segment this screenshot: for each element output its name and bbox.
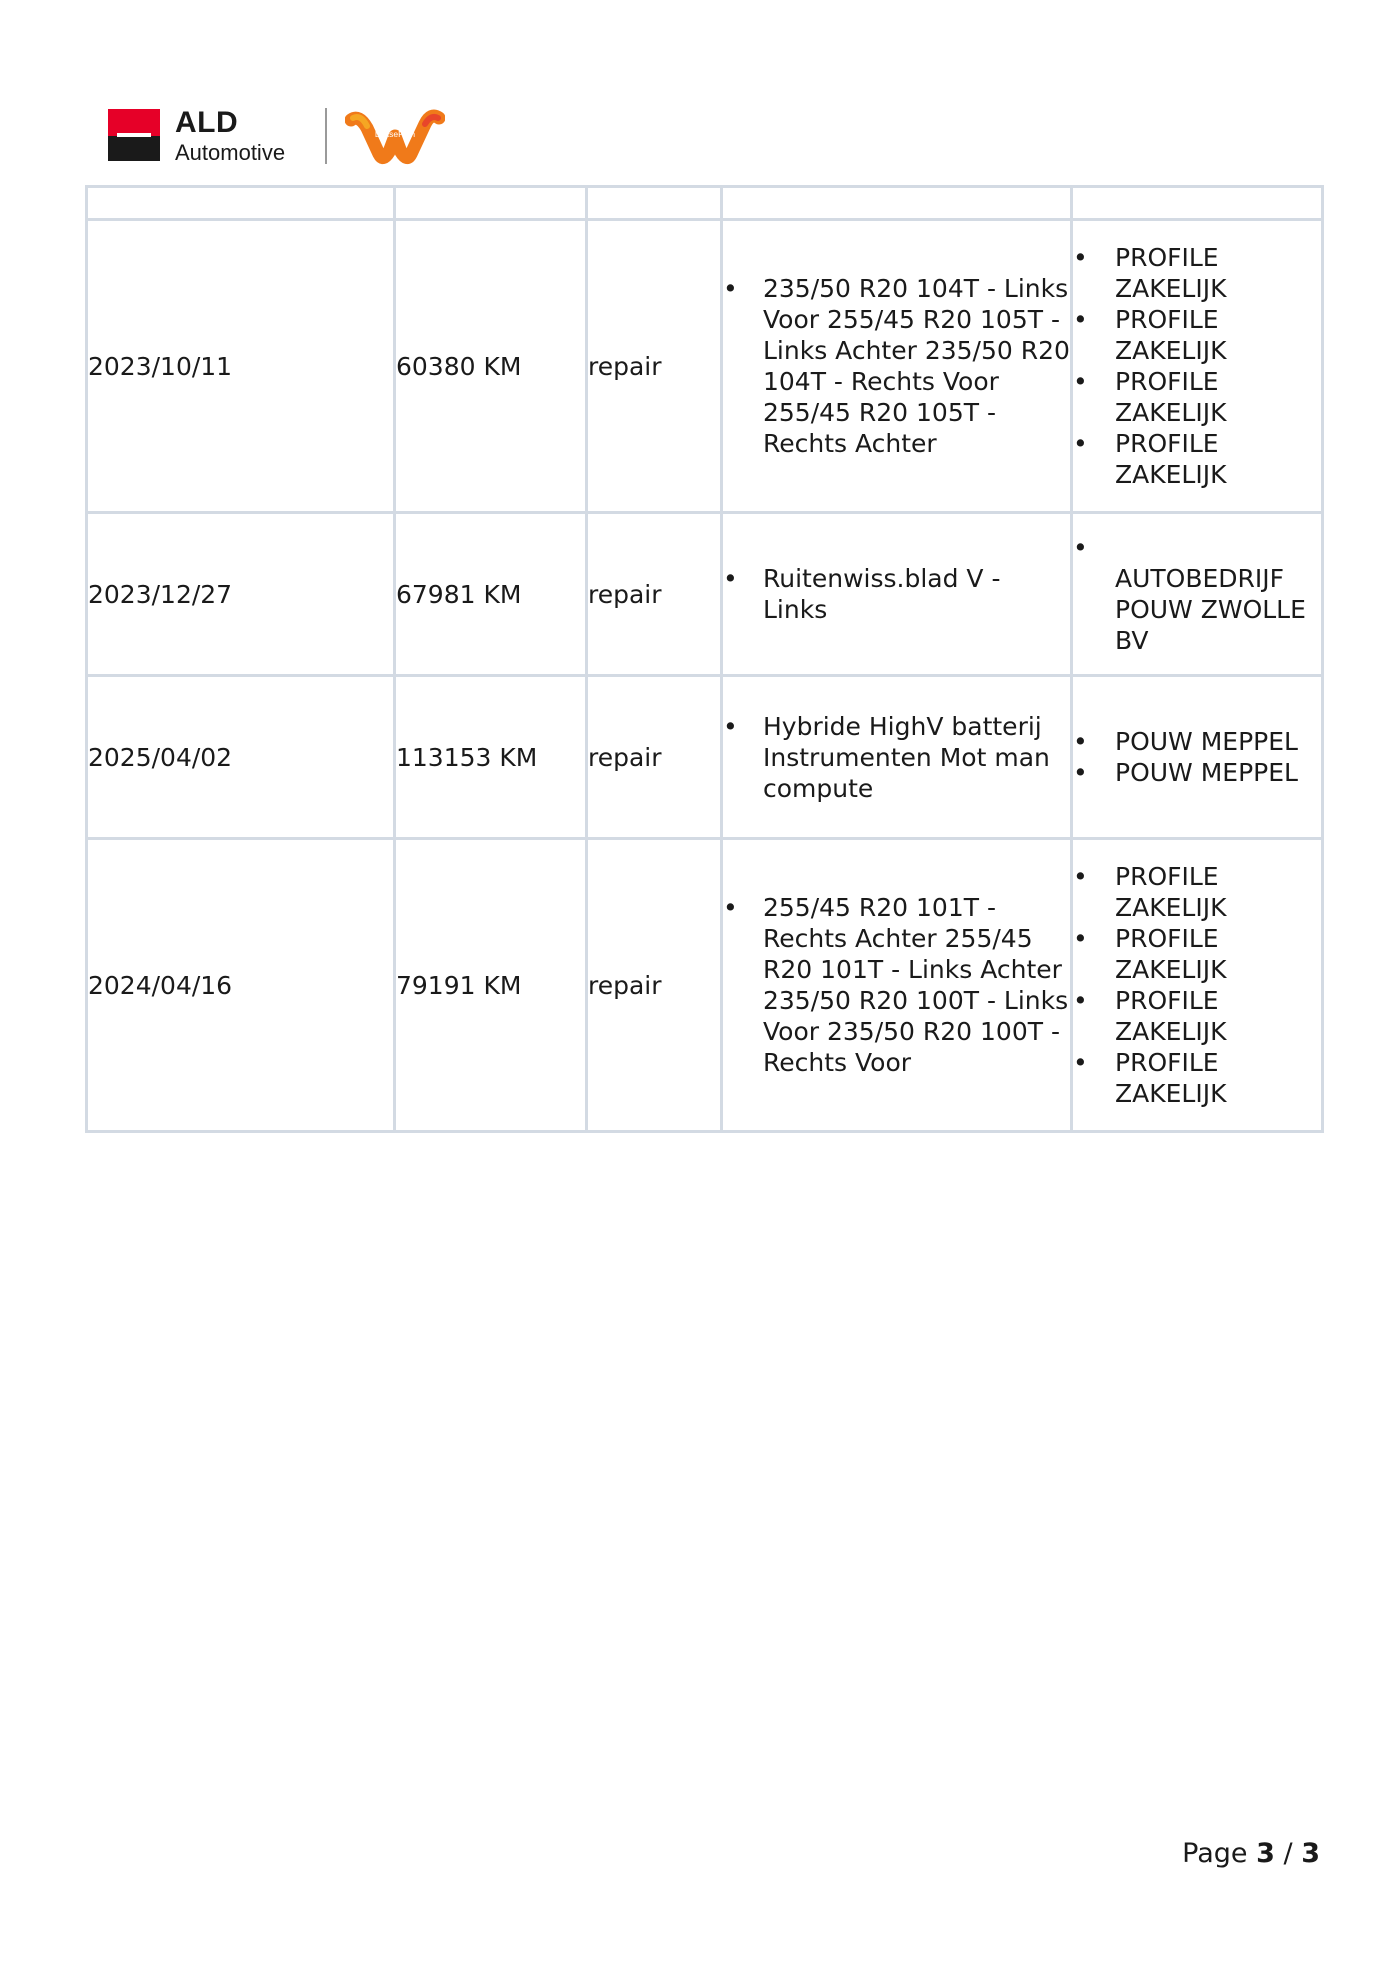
total-pages: 3 <box>1301 1838 1320 1869</box>
header-cell <box>395 187 587 220</box>
date-cell: 2023/10/11 <box>87 220 395 513</box>
header-cell <box>87 187 395 220</box>
header-cell <box>587 187 722 220</box>
supplier-cell <box>1072 839 1323 1132</box>
table-row <box>87 513 1323 676</box>
parts-text: Ruitenwiss.blad V - Links <box>763 564 1001 624</box>
parts-text: 235/50 R20 104T - Links Voor 255/45 R20 105T - Links Achter 235/50 R20 104T - Rechts Voor 255/45 R20 105T - Rechts Achter <box>763 274 1070 458</box>
supplier-list-item: • POUW MEPPEL <box>1073 758 1298 787</box>
logo-divider <box>325 108 327 164</box>
parts-cell <box>722 220 1072 513</box>
supplier-cell <box>1072 676 1323 839</box>
table-row <box>87 220 1323 513</box>
type-cell: repair <box>587 676 722 839</box>
parts-cell <box>722 839 1072 1132</box>
type-cell: repair <box>587 513 722 676</box>
header-cell <box>1072 187 1323 220</box>
table-row <box>87 839 1323 1132</box>
parts-text: Hybride HighV batterij Instrumenten Mot man compute <box>763 711 1050 803</box>
mileage-cell: 113153 KM <box>395 676 587 839</box>
date-cell: 2023/12/27 <box>87 513 395 676</box>
parts-list-item: • Ruitenwiss.blad V - Links <box>723 563 1070 625</box>
supplier-list-item: • PROFILE ZAKELIJK <box>1073 367 1227 427</box>
supplier-list-item: • POUW MEPPEL <box>1073 727 1298 756</box>
parts-list-item: • 255/45 R20 101T - Rechts Achter 255/45 R20 101T - Links Achter 235/50 R20 100T - Links Voor 235/50 R20 100T - Rechts Voor <box>723 893 1069 1077</box>
parts-list-item: • Hybride HighV batterij Instrumenten Mot man compute <box>723 711 1070 804</box>
supplier-list-item: • PROFILE ZAKELIJK <box>1073 862 1227 922</box>
ald-logo-icon <box>108 109 160 161</box>
supplier-list-item: • PROFILE ZAKELIJK <box>1073 986 1227 1046</box>
page-number <box>1182 1838 1320 1869</box>
supplier-list-item: • PROFILE ZAKELIJK <box>1073 243 1227 303</box>
date-cell: 2024/04/16 <box>87 839 395 1132</box>
leaseplan-logo-icon <box>345 106 445 168</box>
mileage-cell: 60380 KM <box>395 220 587 513</box>
supplier-list-item: • PROFILE ZAKELIJK <box>1073 1048 1227 1108</box>
ald-logo-subtitle: Automotive <box>175 140 286 165</box>
supplier-cell <box>1072 513 1323 676</box>
table-row <box>87 676 1323 839</box>
mileage-cell: 79191 KM <box>395 839 587 1132</box>
type-cell: repair <box>587 839 722 1132</box>
current-page: 3 <box>1256 1838 1275 1869</box>
parts-list-item: • 235/50 R20 104T - Links Voor 255/45 R20 105T - Links Achter 235/50 R20 104T - Rechts Voor 255/45 R20 105T - Rechts Achter <box>723 274 1070 458</box>
type-cell: repair <box>587 220 722 513</box>
parts-cell <box>722 676 1072 839</box>
table-header-row <box>87 187 1323 220</box>
mileage-cell: 67981 KM <box>395 513 587 676</box>
page-header <box>108 106 468 168</box>
parts-cell <box>722 513 1072 676</box>
supplier-cell <box>1072 220 1323 513</box>
supplier-list-item: • PROFILE ZAKELIJK <box>1073 305 1227 365</box>
page-separator: / <box>1283 1838 1293 1869</box>
supplier-list-item: • PROFILE ZAKELIJK <box>1073 924 1227 984</box>
date-cell: 2025/04/02 <box>87 676 395 839</box>
leaseplan-logo-text: LeasePlan <box>374 129 416 139</box>
service-history-table <box>85 185 1324 1133</box>
ald-logo-name: ALD <box>175 106 239 139</box>
parts-text: 255/45 R20 101T - Rechts Achter 255/45 R20 101T - Links Achter 235/50 R20 100T - Links Voor 235/50 R20 100T - Rechts Voor <box>763 893 1069 1077</box>
supplier-list-item: • AUTOBEDRIJF POUW ZWOLLE BV <box>1073 533 1306 655</box>
page-label: Page <box>1182 1838 1248 1869</box>
header-cell <box>722 187 1072 220</box>
supplier-list-item: • PROFILE ZAKELIJK <box>1073 429 1227 489</box>
